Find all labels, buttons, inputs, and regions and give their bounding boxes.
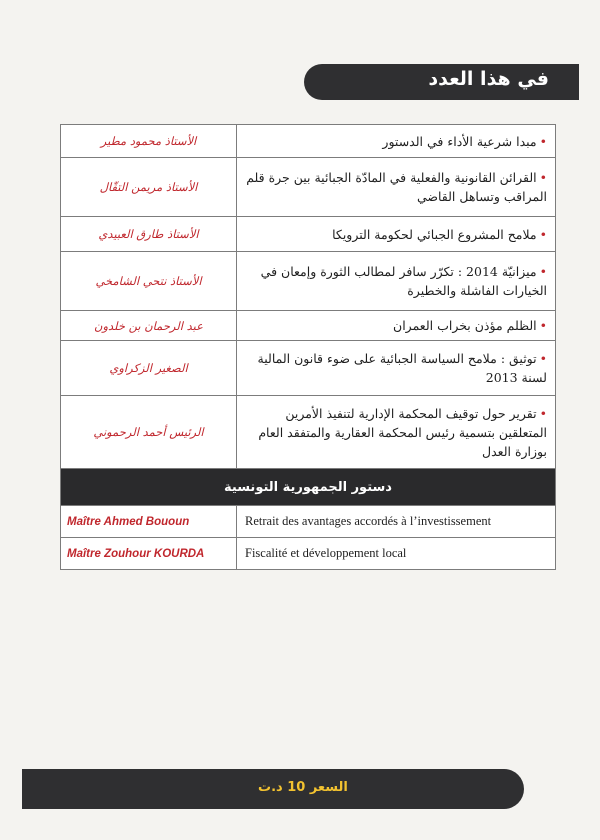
table-row xyxy=(61,125,556,158)
table-row xyxy=(61,158,556,217)
article-author: عبد الرحمان بن خلدون xyxy=(61,311,237,341)
article-author: الأستاذ نتحي الشامخي xyxy=(61,252,237,311)
article-title xyxy=(237,125,556,158)
article-title-text: توثيق : ملامح السياسة الجبائية على ضوء قانون المالية لسنة 2013 xyxy=(257,351,547,385)
article-title: Fiscalité et développement local xyxy=(237,538,556,570)
article-author: الأستاذ طارق العبيدي xyxy=(61,217,237,252)
article-title-text: مبدا شرعية الأداء في الدستور xyxy=(382,133,537,149)
bullet-icon: • xyxy=(539,133,547,149)
table-row xyxy=(61,217,556,252)
article-title-text: ميزانيّة 2014 : تكرّر سافر لمطالب الثورة وإمعان في الخيارات الفاشلة والخطيرة xyxy=(260,264,547,298)
constitution-header: دستور الجمهورية التونسية xyxy=(61,469,556,506)
section-title: في هذا العدد xyxy=(428,68,549,90)
price-bar xyxy=(22,769,524,809)
article-title xyxy=(237,396,556,469)
price-label: السعر 10 د.ت xyxy=(258,780,348,795)
article-title-text: ملامح المشروع الجبائي لحكومة الترويكا xyxy=(332,226,537,242)
bullet-icon: • xyxy=(539,318,547,333)
section-banner xyxy=(304,64,579,100)
table-row xyxy=(61,506,556,538)
article-title xyxy=(237,158,556,217)
article-title-text: القرائن القانونية والفعلية في المادّة الجبائية بين جرة قلم المراقب وتساهل القاضي xyxy=(246,170,547,204)
article-title: Retrait des avantages accordés à l’investissement xyxy=(237,506,556,538)
toc-table xyxy=(60,124,556,570)
article-title-text: تقرير حول توقيف المحكمة الإدارية لتنفيذ الأمرين المتعلقين بتسمية رئيس المحكمة العقارية والمتفقد العام بوزارة العدل xyxy=(258,405,547,459)
article-title xyxy=(237,341,556,396)
article-author: الأستاذ محمود مطير xyxy=(61,125,237,158)
article-title-text: الظلم مؤذن بخراب العمران xyxy=(393,318,537,333)
bullet-icon: • xyxy=(539,226,547,242)
bullet-icon: • xyxy=(539,351,547,366)
article-author: Maître Ahmed Bououn xyxy=(61,506,237,538)
article-author: Maître Zouhour KOURDA xyxy=(61,538,237,570)
constitution-header-row xyxy=(61,469,556,506)
bullet-icon: • xyxy=(539,264,547,279)
article-author: الأستاذ مريمن التقّال xyxy=(61,158,237,217)
table-row xyxy=(61,538,556,570)
article-title xyxy=(237,252,556,311)
article-title xyxy=(237,311,556,341)
table-row xyxy=(61,252,556,311)
table-row xyxy=(61,341,556,396)
bullet-icon: • xyxy=(539,405,547,421)
bullet-icon: • xyxy=(539,170,547,185)
article-author: الرئيس أحمد الرحموني xyxy=(61,396,237,469)
article-author: الصغير الزكراوي xyxy=(61,341,237,396)
table-row xyxy=(61,311,556,341)
article-title xyxy=(237,217,556,252)
table-row xyxy=(61,396,556,469)
